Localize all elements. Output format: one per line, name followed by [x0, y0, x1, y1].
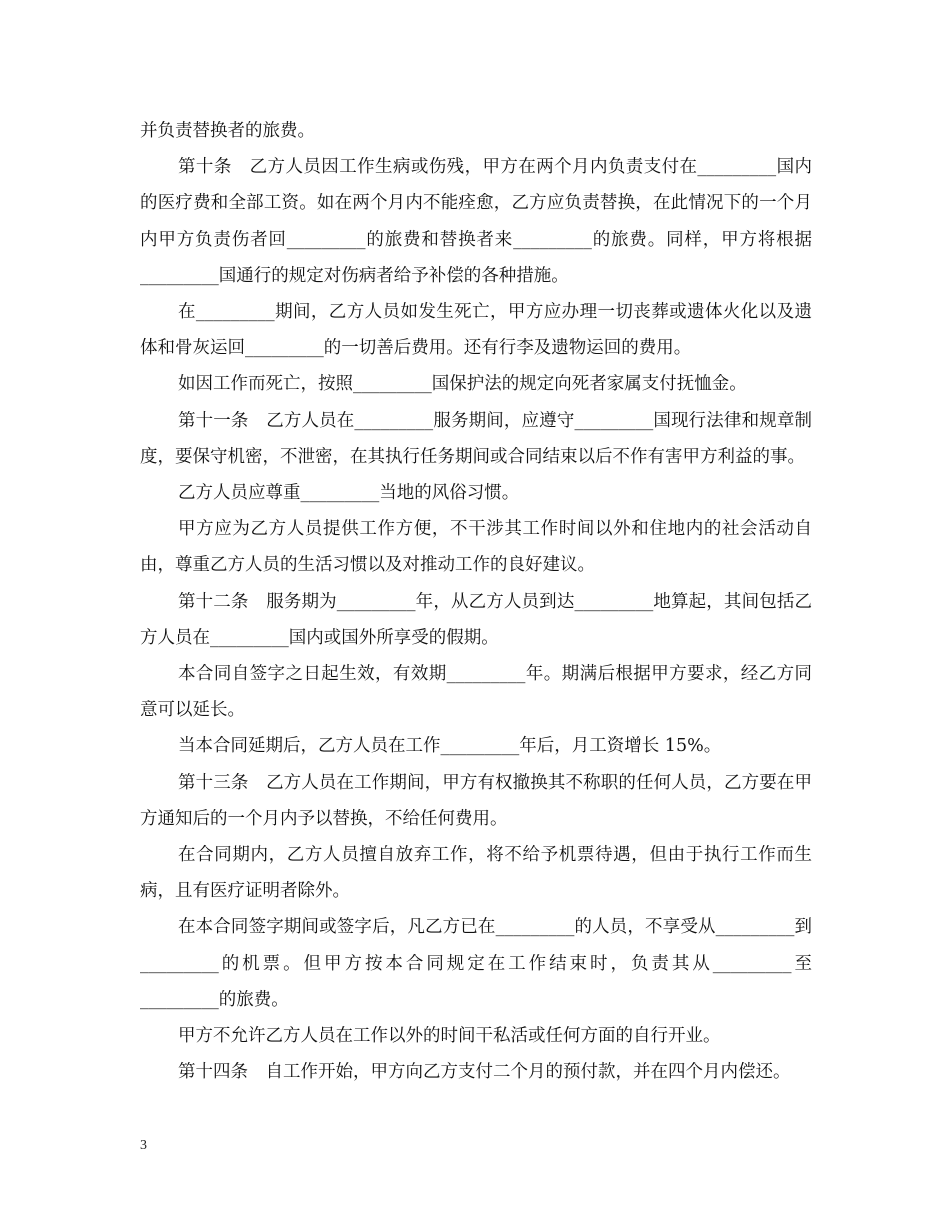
paragraph-article-14: 第十四条 自工作开始，甲方向乙方支付二个月的预付款，并在四个月内偿还。 — [178, 1062, 791, 1083]
paragraph-article-10: 第十条 乙方人员因工作生病或伤残，甲方在两个月内负责支付在_________国内的医疗费和全部工资。如在两个月内不能痊愈，乙方应负责替换，在此情况下的一个月内甲方负责伤者回_________的旅费和替换者来_________的旅费。同样，甲方将根据_________国通行的规定对伤病者给予补偿的各种措施。 — [140, 157, 812, 286]
paragraph-abandon-work: 在合同期内，乙方人员擅自放弃工作，将不给予机票待遇，但由于执行工作而生病，且有医疗证明者除外。 — [140, 845, 812, 902]
document-body — [140, 113, 812, 1090]
paragraph-private-work: 甲方不允许乙方人员在工作以外的时间干私活或任何方面的自行开业。 — [178, 1026, 721, 1047]
paragraph-article-13: 第十三条 乙方人员在工作期间，甲方有权撤换其不称职的任何人员，乙方要在甲方通知后的一个月内予以替换，不给任何费用。 — [140, 772, 812, 829]
paragraph-continuation: 并负责替换者的旅费。 — [140, 121, 315, 141]
paragraph-air-tickets: 在本合同签字期间或签字后，凡乙方已在_________的人员，不享受从_________到_________的机票。但甲方按本合同规定在工作结束时，负责其从_________至_________的旅费。 — [140, 917, 812, 1010]
paragraph-validity: 本合同自签字之日起生效，有效期_________年。期满后根据甲方要求，经乙方同意可以延长。 — [140, 664, 812, 721]
paragraph-death-expenses: 在_________期间，乙方人员如发生死亡，甲方应办理一切丧葬或遗体火化以及遗体和骨灰运回_________的一切善后费用。还有行李及遗物运回的费用。 — [140, 302, 812, 359]
paragraph-local-customs: 乙方人员应尊重_________当地的风俗习惯。 — [178, 483, 520, 504]
paragraph-article-11: 第十一条 乙方人员在_________服务期间，应遵守_________国现行法律和规章制度，要保守机密，不泄密，在其执行任务期间或合同结束以后不作有害甲方利益的事。 — [140, 410, 812, 467]
paragraph-pension: 如因工作而死亡，按照_________国保护法的规定向死者家属支付抚恤金。 — [178, 374, 747, 395]
paragraph-salary-increase: 当本合同延期后，乙方人员在工作_________年后，月工资增长 15%。 — [178, 736, 722, 757]
page-number: 3 — [140, 1138, 147, 1153]
paragraph-work-convenience: 甲方应为乙方人员提供工作方便，不干涉其工作时间以外和住地内的社会活动自由，尊重乙方人员的生活习惯以及对推动工作的良好建议。 — [140, 519, 812, 576]
paragraph-article-12: 第十二条 服务期为_________年，从乙方人员到达_________地算起，其间包括乙方人员在_________国内或国外所享受的假期。 — [140, 591, 812, 648]
